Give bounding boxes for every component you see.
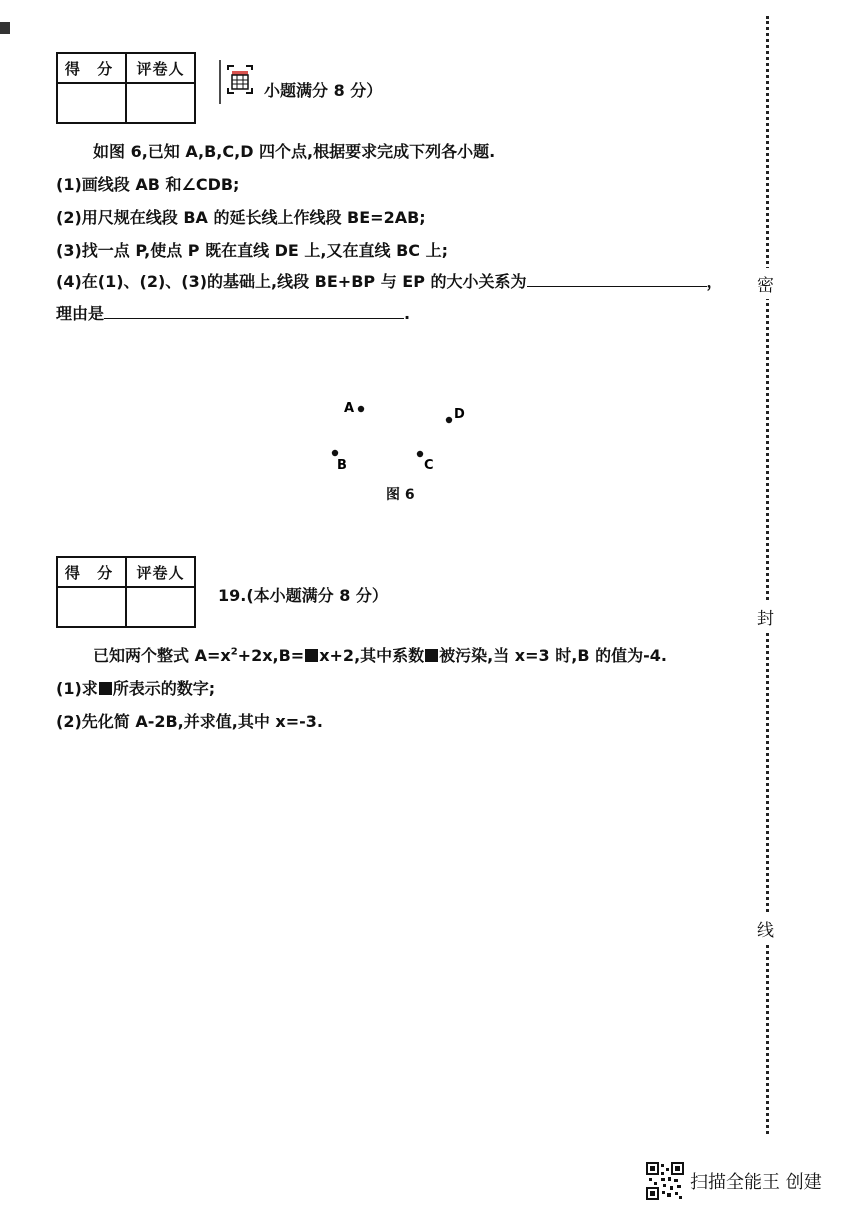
qr-code-icon [646,1162,684,1200]
q19-item-1 [56,676,215,699]
point-b-label: B [337,458,347,473]
scanner-watermark [646,1162,822,1200]
corner-mark [0,22,10,34]
seal-char-xian: 线 [757,913,774,944]
answer-blank-reason[interactable] [104,304,404,319]
q19-item-1-part-1: (1)求 [56,679,98,698]
point-b-dot [332,450,338,456]
grader-header: 评卷人 [126,557,195,587]
smudge-square-icon [425,649,438,662]
q18-item-4: (4)在(1)、(2)、(3)的基础上,线段 BE+BP 与 EP 的大小关系为 [56,272,527,291]
point-c-dot [417,451,423,457]
smudge-square-icon [99,682,112,695]
q19-heading: 19.(本小题满分 8 分） [218,586,388,605]
q18-reason-label: 理由是 [56,304,105,323]
figure-caption: 图 6 [386,487,415,503]
q19-intro-part-2: +2x,B= [237,646,305,665]
seal-char-mi: 密 [757,268,774,299]
q18-heading: 小题满分 8 分） [264,81,383,100]
scan-icon [218,60,262,104]
q18-item-3: (3)找一点 P,使点 P 既在直线 DE 上,又在直线 BC 上; [56,241,448,260]
q18-item-4-row [56,269,723,292]
watermark-text: 扫描全能王 创建 [690,1172,822,1193]
q19-intro [93,643,667,666]
q18-item-4-end: ， [706,272,723,291]
q19-intro-part-4: 被污染,当 x=3 时,B 的值为-4. [439,646,667,665]
point-c-label: C [424,458,434,473]
score-header: 得 分 [57,557,126,587]
q18-intro: 如图 6,已知 A,B,C,D 四个点,根据要求完成下列各小题. [93,142,496,161]
point-d-label: D [454,407,465,422]
smudge-square-icon [305,649,318,662]
binding-dotted-line [766,16,769,1134]
q19-intro-part-1: 已知两个整式 A=x [93,646,231,665]
score-cell[interactable] [57,587,126,627]
score-table-q18 [56,52,196,124]
q19-intro-exponent: 2 [230,646,238,658]
answer-blank-relation[interactable] [527,272,707,287]
grader-cell[interactable] [126,83,195,123]
score-table-q19 [56,556,196,628]
grader-cell[interactable] [126,587,195,627]
point-a-dot [358,406,364,412]
q18-reason-row [56,301,410,324]
point-a-label: A [344,401,355,416]
grader-header: 评卷人 [126,53,195,83]
q18-item-1: (1)画线段 AB 和∠CDB; [56,175,240,194]
q18-item-2: (2)用尺规在线段 BA 的延长线上作线段 BE=2AB; [56,208,426,227]
q19-item-1-part-2: 所表示的数字; [112,679,216,698]
q19-intro-part-3: x+2,其中系数 [319,646,425,665]
q18-reason-end: . [404,304,411,323]
score-cell[interactable] [57,83,126,123]
seal-char-feng: 封 [757,601,774,632]
point-d-dot [446,417,452,423]
score-header: 得 分 [57,53,126,83]
q19-item-2: (2)先化简 A-2B,并求值,其中 x=-3. [56,712,323,731]
